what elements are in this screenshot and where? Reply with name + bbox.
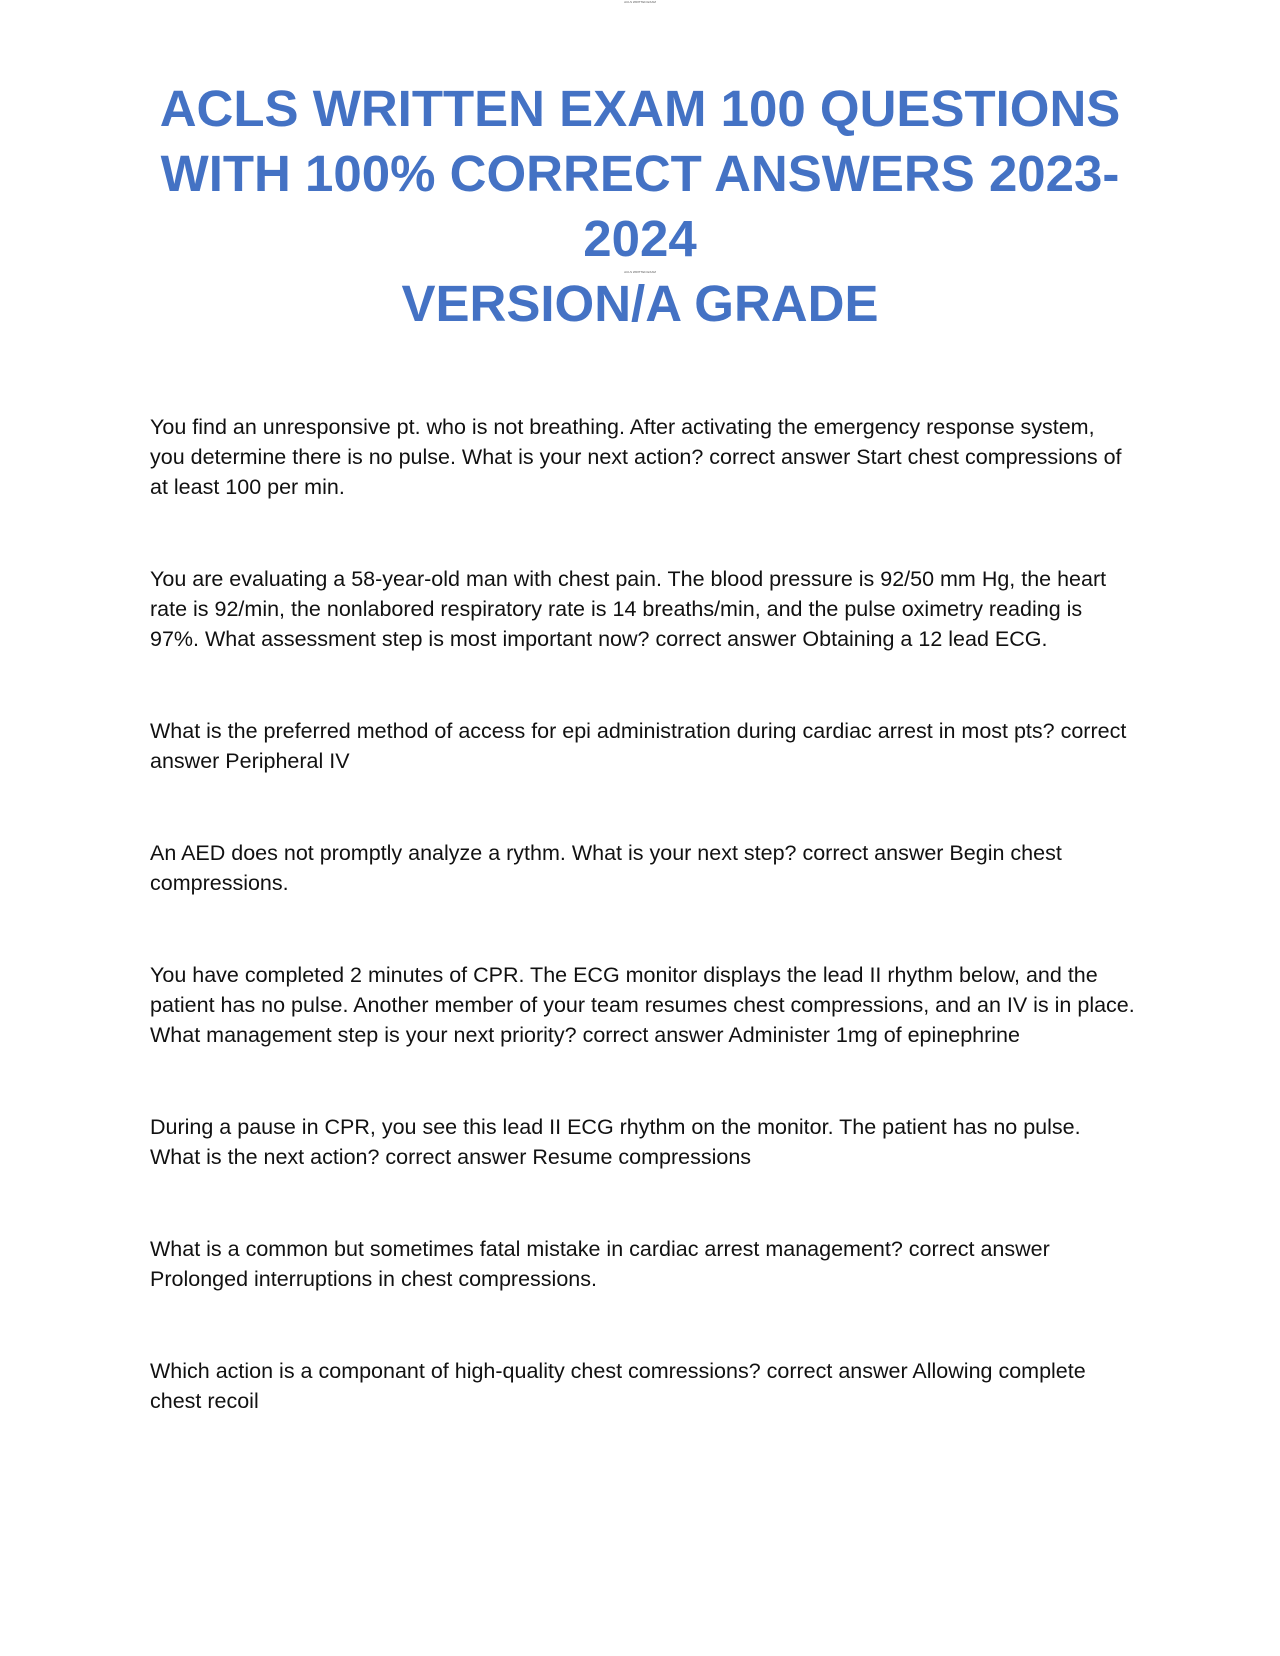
question-answer-list [150, 412, 1135, 1478]
header-watermark: ACLS WRITTEN EXAM [624, 0, 656, 4]
title-line-2: WITH 100% CORRECT ANSWERS 2023-2024 [160, 145, 1120, 267]
qa-item: You have completed 2 minutes of CPR. The ECG monitor displays the lead II rhythm below, and the patient has no pulse. Another member of your team resumes chest compressions, and an IV is in place. What management step is your next priority? correct answer Administer 1mg of epinephrine [150, 963, 1135, 1047]
document-title [140, 76, 1140, 336]
qa-item: An AED does not promptly analyze a rythm. What is your next step? correct answer Begin chest compressions. [150, 841, 1062, 895]
title-line-3: VERSION/A GRADE [401, 275, 879, 332]
qa-item: Which action is a componant of high-quality chest comressions? correct answer Allowing complete chest recoil [150, 1359, 1086, 1413]
qa-item: You are evaluating a 58-year-old man with chest pain. The blood pressure is 92/50 mm Hg, the heart rate is 92/min, the nonlabored respiratory rate is 14 breaths/min, and the pulse oximetry reading is 97%. What assessment step is most important now? correct answer Obtaining a 12 lead ECG. [150, 567, 1107, 651]
qa-item: What is the preferred method of access for epi administration during cardiac arrest in most pts? correct answer Peripheral IV [150, 719, 1127, 773]
qa-item: During a pause in CPR, you see this lead II ECG rhythm on the monitor. The patient has no pulse. What is the next action? correct answer Resume compressions [150, 1115, 1081, 1169]
title-watermark: ACLS WRITTEN EXAM [624, 270, 656, 274]
qa-item: What is a common but sometimes fatal mistake in cardiac arrest management? correct answer Prolonged interruptions in chest compressions. [150, 1237, 1050, 1291]
qa-item: You find an unresponsive pt. who is not breathing. After activating the emergency response system, you determine there is no pulse. What is your next action? correct answer Start chest compressions of at least 100 per min. [150, 415, 1122, 499]
title-line-1: ACLS WRITTEN EXAM 100 QUESTIONS [159, 80, 1121, 137]
